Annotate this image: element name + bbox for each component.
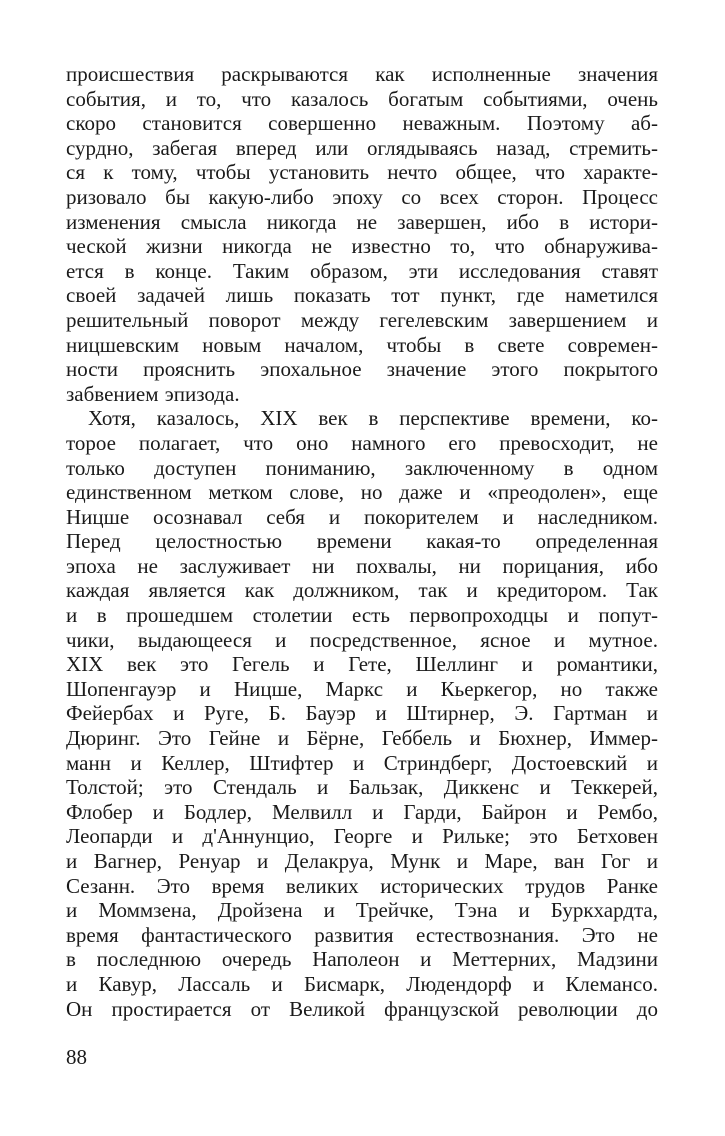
text-line: и Вагнер, Ренуар и Делакруа, Мунк и Маре, ван Гог и — [66, 849, 658, 873]
text-line: XIX век это Гегель и Гете, Шеллинг и романтики, — [66, 652, 658, 677]
text-line: торое полагает, что оно намного его превосходит, не — [66, 430, 658, 455]
text-line: Фейербах и Руге, Б. Бауэр и Штирнер, Э. Гартман и — [66, 701, 658, 726]
text-line: Дюринг. Это Гейне и Бёрне, Геббель и Бюхнер, Иммер- — [66, 726, 658, 751]
text-line: Хотя, казалось, XIX век в перспективе времени, ко- — [88, 406, 658, 431]
text-line: каждая является как должником, так и кредитором. Так — [66, 578, 658, 603]
text-line: Он простирается от Великой французской революции до — [66, 996, 658, 1021]
text-line: Сезанн. Это время великих исторических трудов Ранке — [66, 873, 658, 898]
text-line: в последнюю очередь Наполеон и Меттерних, Мадзини — [66, 947, 658, 972]
text-line: сурдно, забегая вперед или оглядываясь назад, стремить- — [66, 135, 658, 160]
text-line: ся к тому, чтобы установить нечто общее, что характе- — [66, 160, 658, 185]
text-line: чики, выдающееся и посредственное, ясное и мутное. — [66, 627, 658, 652]
paragraph-2 — [66, 406, 658, 1021]
text-line: изменения смысла никогда не завершен, ибо в истори- — [66, 209, 658, 234]
text-line: ческой жизни никогда не известно то, что обнаружива- — [66, 234, 658, 259]
text-line: и Кавур, Лассаль и Бисмарк, Людендорф и Клемансо. — [66, 971, 658, 996]
text-line: ницшевским новым началом, чтобы в свете современ- — [66, 332, 658, 357]
text-line: Ницше осознавал себя и покорителем и наследником. — [66, 504, 658, 529]
text-line: время фантастического развития естествознания. Это не — [66, 922, 658, 947]
text-line: Шопенгауэр и Ницше, Маркс и Кьеркегор, но также — [66, 676, 658, 701]
text-line: ется в конце. Таким образом, эти исследования ставят — [66, 258, 658, 283]
text-line: Леопарди и д'Аннунцио, Георге и Рильке; это Бетховен — [66, 824, 658, 849]
body-text — [66, 62, 658, 1021]
text-line: решительный поворот между гегелевским завершением и — [66, 307, 658, 332]
text-line: эпоха не заслуживает ни похвалы, ни порицания, ибо — [66, 553, 658, 578]
text-line: своей задачей лишь показать тот пункт, где наметился — [66, 283, 658, 308]
text-line: и Моммзена, Дройзена и Трейчке, Тэна и Буркхардта, — [66, 898, 658, 923]
text-line: Толстой; это Стендаль и Бальзак, Диккенс и Теккерей, — [66, 775, 658, 800]
text-line: ризовало бы какую-либо эпоху со всех сторон. Процесс — [66, 184, 658, 209]
text-line: скоро становится совершенно неважным. Поэтому аб- — [66, 111, 658, 136]
text-line: манн и Келлер, Штифтер и Стриндберг, Достоевский и — [66, 750, 658, 775]
text-line: забвением эпизода. — [66, 381, 240, 406]
page-number: 88 — [66, 1045, 87, 1069]
text-line: только доступен пониманию, заключенному в одном — [66, 455, 658, 480]
paragraph-1 — [66, 62, 658, 406]
text-line: единственном метком слове, но даже и «преодолен», еще — [66, 480, 658, 505]
text-line: события, и то, что казалось богатым событиями, очень — [66, 86, 658, 111]
text-line: Перед целостностью времени какая-то определенная — [66, 529, 658, 554]
text-line: ности прояснить эпохальное значение этого покрытого — [66, 357, 658, 382]
text-line: и в прошедшем столетии есть первопроходцы и попут- — [66, 603, 658, 628]
text-line: происшествия раскрываются как исполненные значения — [66, 62, 658, 86]
text-line: Флобер и Бодлер, Мелвилл и Гарди, Байрон и Рембо, — [66, 799, 658, 824]
